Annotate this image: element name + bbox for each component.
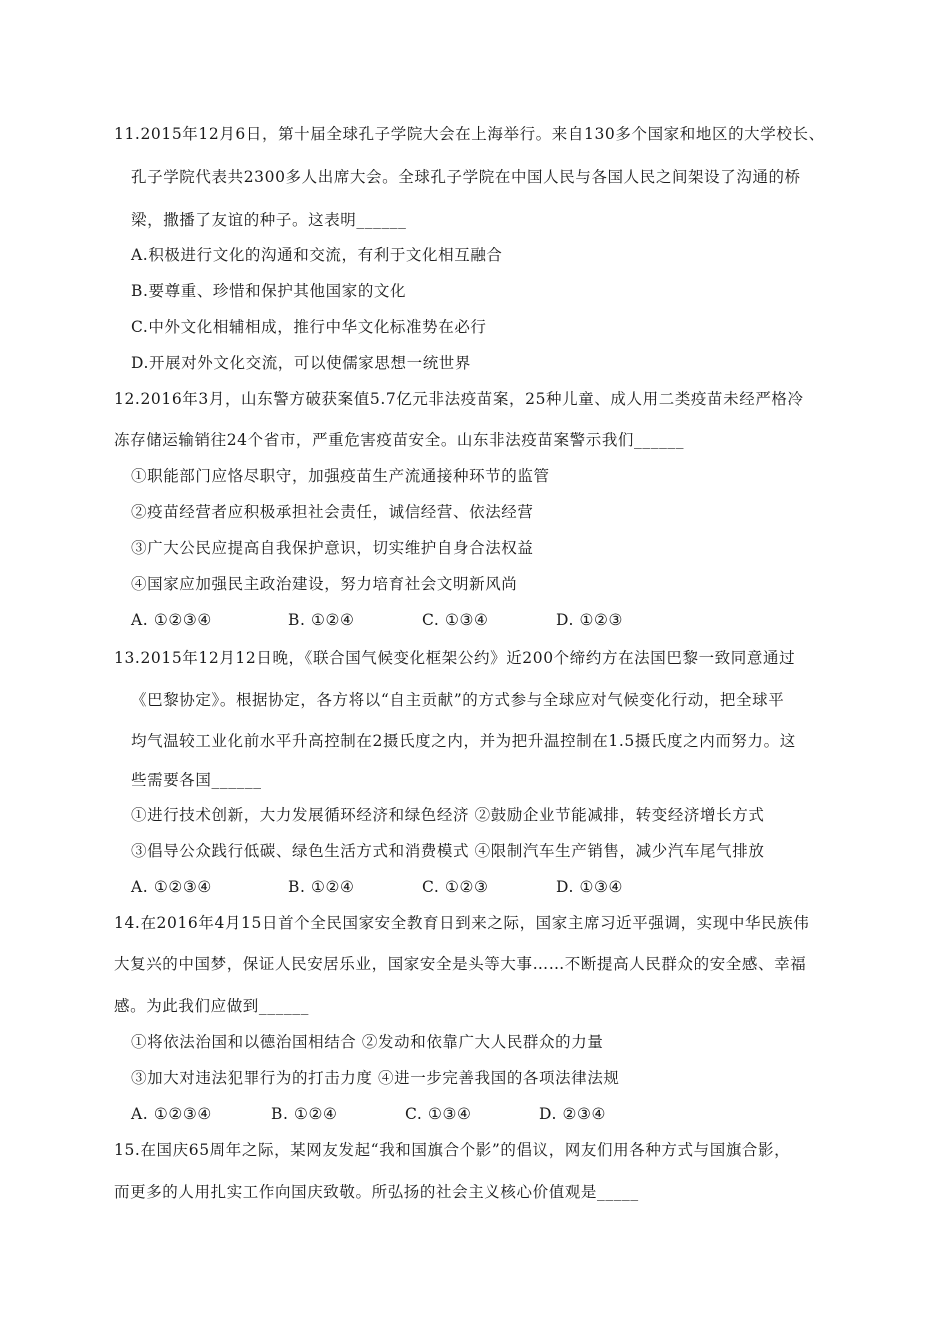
- q14-choice-b: B. ①②④: [271, 1105, 338, 1123]
- q12-statement-1: ①职能部门应恪尽职守，加强疫苗生产流通接种环节的监管: [131, 467, 550, 485]
- q12-statement-2: ②疫苗经营者应积极承担社会责任，诚信经营、依法经营: [131, 503, 534, 521]
- q15-stem-line-1: 15.在国庆65周年之际，某网友发起“我和国旗合个影”的倡议，网友们用各种方式与国旗合影，: [114, 1141, 791, 1159]
- q14-choice-d: D. ②③④: [539, 1105, 607, 1123]
- q13-choice-c: C. ①②③: [422, 878, 489, 896]
- q13-choice-d: D. ①③④: [556, 878, 624, 896]
- q14-choice-a: A. ①②③④: [131, 1105, 212, 1123]
- q14-stem-line-3: 感。为此我们应做到______: [114, 997, 310, 1015]
- q13-choice-a: A. ①②③④: [131, 878, 212, 896]
- q13-stem-line-4: 些需要各国______: [131, 771, 262, 789]
- q14-choice-c: C. ①③④: [405, 1105, 472, 1123]
- q12-statement-4: ④国家应加强民主政治建设，努力培育社会文明新风尚: [131, 575, 518, 593]
- q12-choice-c: C. ①③④: [422, 611, 489, 629]
- q13-stem-line-3: 均气温较工业化前水平升高控制在2摄氏度之内，并为把升温控制在1.5摄氏度之内而努力。这: [131, 732, 796, 750]
- q12-choice-a: A. ①②③④: [131, 611, 212, 629]
- q13-statement-2: ③倡导公众践行低碳、绿色生活方式和消费模式 ④限制汽车生产销售，减少汽车尾气排放: [131, 842, 765, 860]
- q12-choice-b: B. ①②④: [288, 611, 355, 629]
- q11-option-a: A.积极进行文化的沟通和交流，有利于文化相互融合: [131, 246, 503, 264]
- q13-choice-b: B. ①②④: [288, 878, 355, 896]
- q14-stem-line-1: 14.在2016年4月15日首个全民国家安全教育日到来之际，国家主席习近平强调，实现中华民族伟: [114, 914, 810, 932]
- q13-statement-1: ①进行技术创新，大力发展循环经济和绿色经济 ②鼓励企业节能减排，转变经济增长方式: [131, 806, 765, 824]
- q11-option-c: C.中外文化相辅相成，推行中华文化标准势在必行: [131, 318, 487, 336]
- q11-stem-line-1: 11.2015年12月6日，第十届全球孔子学院大会在上海举行。来自130多个国家和地区的大学校长、: [114, 125, 825, 143]
- q12-stem-line-1: 12.2016年3月，山东警方破获案值5.7亿元非法疫苗案，25种儿童、成人用二类疫苗未经严格冷: [114, 390, 804, 408]
- q11-stem-line-2: 孔子学院代表共2300多人出席大会。全球孔子学院在中国人民与各国人民之间架设了沟通的桥: [131, 168, 801, 186]
- q12-choice-d: D. ①②③: [556, 611, 624, 629]
- q13-stem-line-1: 13.2015年12月12日晚，《联合国气候变化框架公约》近200个缔约方在法国巴黎一致同意通过: [114, 649, 796, 667]
- q11-option-d: D.开展对外文化交流，可以使儒家思想一统世界: [131, 354, 472, 372]
- q11-stem-line-3: 梁，撒播了友谊的种子。这表明______: [131, 211, 407, 229]
- q12-stem-line-2: 冻存储运输销往24个省市，严重危害疫苗安全。山东非法疫苗案警示我们______: [114, 431, 685, 449]
- q12-statement-3: ③广大公民应提高自我保护意识，切实维护自身合法权益: [131, 539, 534, 557]
- q14-stem-line-2: 大复兴的中国梦，保证人民安居乐业，国家安全是头等大事……不断提高人民群众的安全感、幸福: [114, 955, 807, 973]
- q14-statement-1: ①将依法治国和以德治国相结合 ②发动和依靠广大人民群众的力量: [131, 1033, 604, 1051]
- q15-stem-line-2: 而更多的人用扎实工作向国庆致敬。所弘扬的社会主义核心价值观是_____: [114, 1183, 639, 1201]
- q13-stem-line-2: 《巴黎协定》。根据协定，各方将以“自主贡献”的方式参与全球应对气候变化行动，把全球平: [131, 691, 785, 709]
- q11-option-b: B.要尊重、珍惜和保护其他国家的文化: [131, 282, 407, 300]
- q14-statement-2: ③加大对违法犯罪行为的打击力度 ④进一步完善我国的各项法律法规: [131, 1069, 620, 1087]
